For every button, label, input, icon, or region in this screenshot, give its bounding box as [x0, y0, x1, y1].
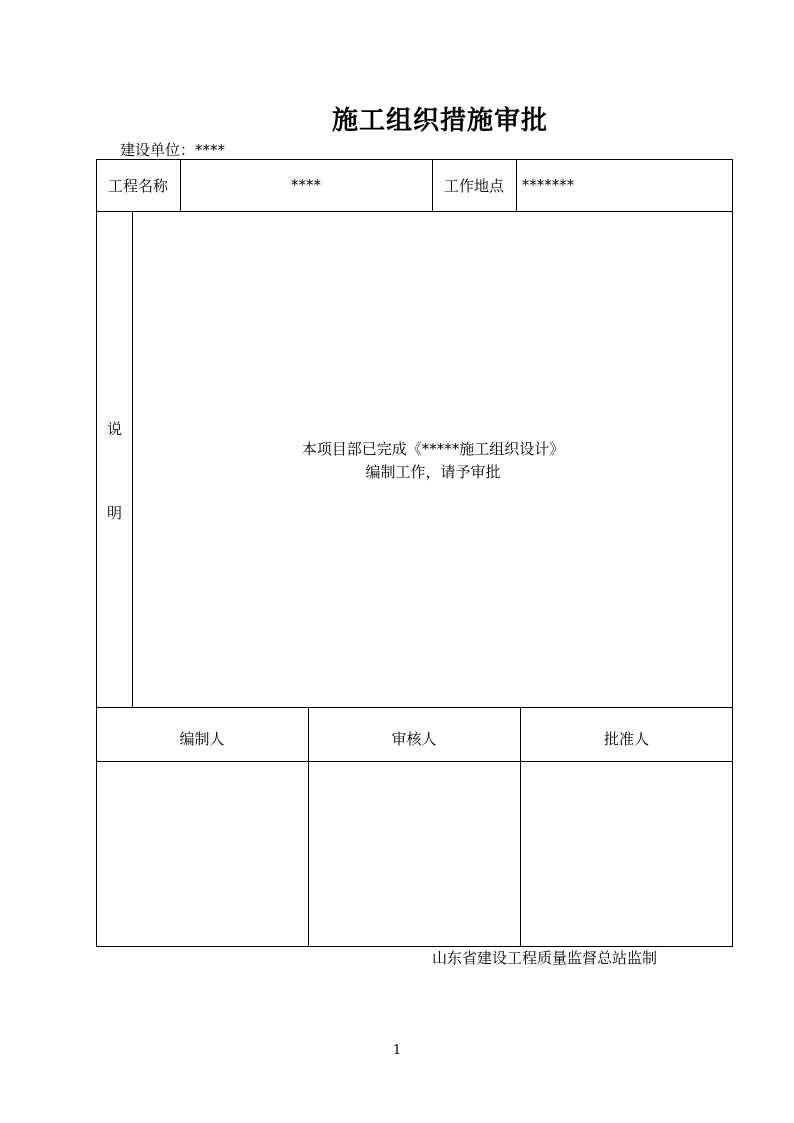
- reviewer-signature-field[interactable]: [309, 762, 519, 946]
- page-number: 1: [392, 1043, 402, 1058]
- reviewer-label: 审核人: [391, 729, 437, 748]
- description-label-char: 说: [106, 420, 122, 438]
- description-line: 本项目部已完成《*****施工组织设计》: [301, 440, 565, 458]
- approver-signature-field[interactable]: [521, 762, 732, 946]
- document-title: 施工组织措施审批: [331, 106, 548, 136]
- row-divider: [96, 707, 733, 708]
- issuer-footer: 山东省建设工程质量监督总站监制: [432, 949, 658, 967]
- construction-unit: 建设单位：****: [120, 141, 226, 159]
- preparer-label: 编制人: [179, 729, 225, 748]
- project-name-label: 工程名称: [107, 176, 168, 195]
- work-location-value: *******: [521, 176, 575, 194]
- description-label-char: 明: [106, 504, 122, 522]
- row-divider: [96, 211, 733, 212]
- description-line: 编制工作，请予审批: [365, 463, 501, 481]
- work-location-label: 工作地点: [443, 176, 504, 195]
- project-name-value: ****: [291, 176, 321, 194]
- preparer-signature-field[interactable]: [97, 762, 307, 946]
- description-text: [133, 438, 733, 484]
- approver-label: 批准人: [603, 729, 649, 748]
